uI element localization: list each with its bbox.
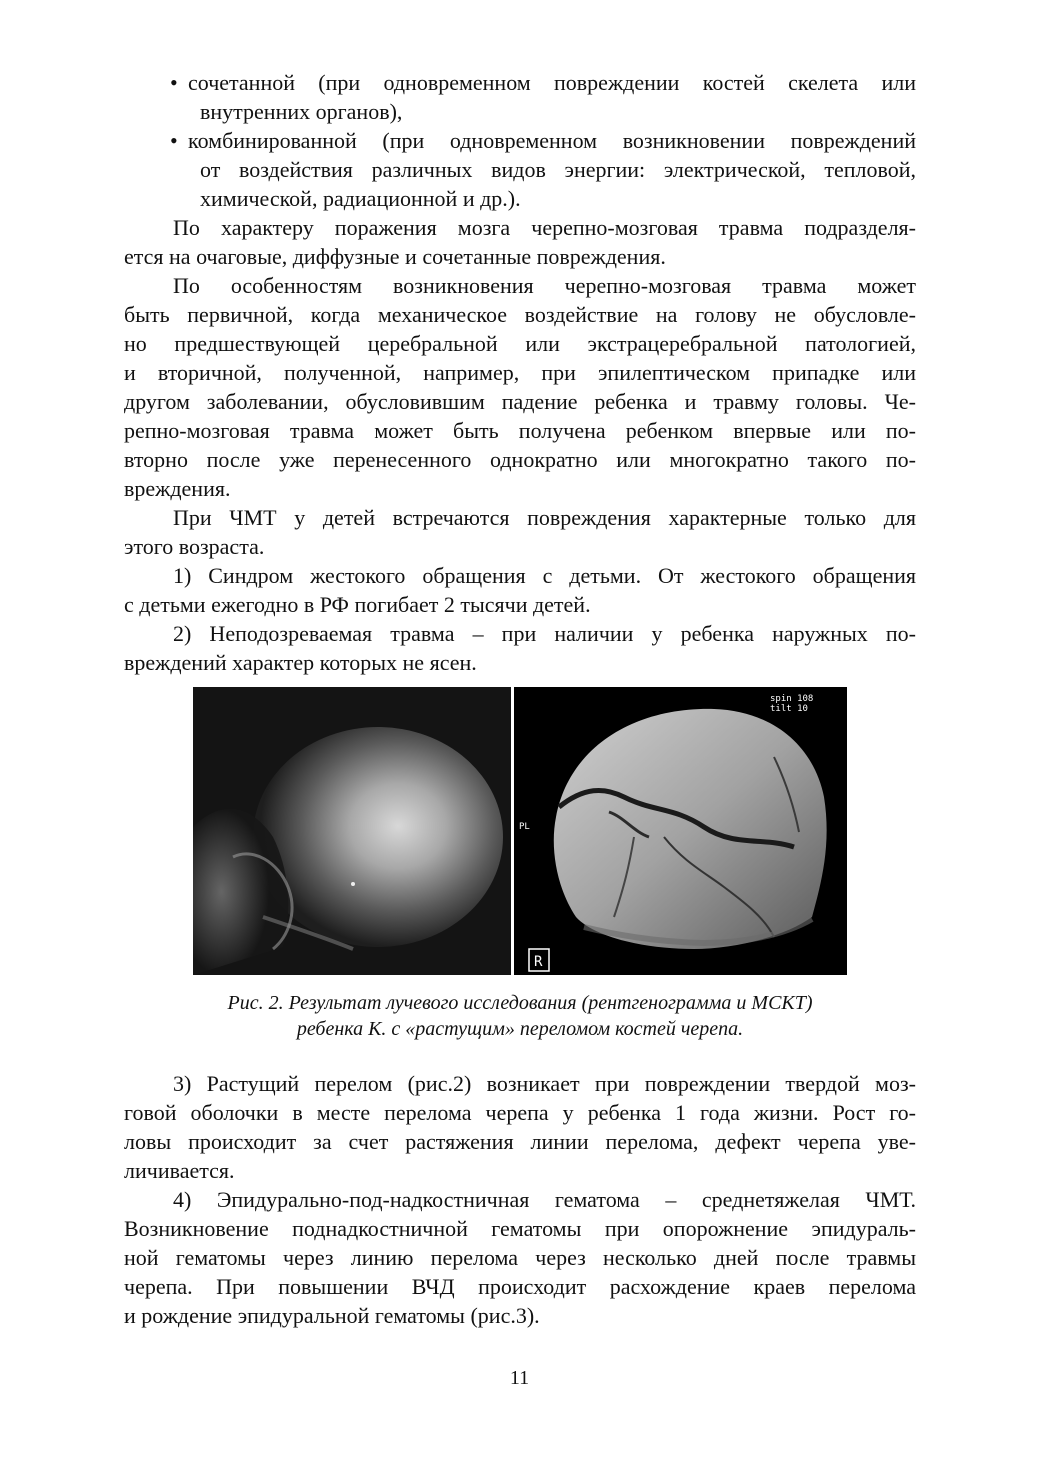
text-line: другом заболевании, обусловившим падение ребенка и травму головы. Че- — [124, 389, 916, 414]
paragraph — [124, 619, 916, 677]
text-line: вреждений характер которых не ясен. — [124, 650, 477, 675]
xray-image — [193, 687, 511, 975]
text-line: личивается. — [124, 1158, 235, 1183]
bullet-marker: • — [170, 70, 178, 95]
text-line: но предшествующей церебральной или экстрацеребральной патологией, — [124, 331, 916, 356]
text-line: быть первичной, когда механическое воздействие на голову не обусловле- — [124, 302, 916, 327]
text-line: Возникновение поднадкостничной гематомы при опорожнение эпидураль- — [124, 1216, 916, 1241]
page-number: 11 — [509, 1367, 530, 1389]
ct-label-spin: spin 108 — [770, 694, 814, 704]
paragraph — [124, 503, 916, 561]
text-body-top — [124, 213, 916, 677]
text-line: с детьми ежегодно в РФ погибает 2 тысячи детей. — [124, 592, 591, 617]
text-line: ется на очаговые, диффузные и сочетанные повреждения. — [124, 244, 666, 269]
text-line: 2) Неподозреваемая травма – при наличии у ребенка наружных по- — [173, 621, 916, 646]
bullet-text-line: сочетанной (при одновременном повреждении костей скелета или — [188, 70, 916, 95]
text-line: По особенностям возникновения черепно-мозговая травма может — [173, 273, 916, 298]
bullet-list — [170, 68, 916, 213]
paragraph — [124, 561, 916, 619]
text-line: репно-мозговая травма может быть получена ребенком впервые или по- — [124, 418, 916, 443]
text-line: этого возраста. — [124, 534, 265, 559]
text-line: говой оболочки в месте перелома черепа у ребенка 1 года жизни. Рост го- — [124, 1100, 916, 1125]
caption-line: Рис. 2. Результат лучевого исследования (рентгенограмма и МСКТ) — [227, 992, 813, 1014]
bullet-item — [170, 126, 916, 213]
bullet-marker: • — [170, 128, 178, 153]
text-line: и вторичной, полученной, например, при эпилептическом припадке или — [124, 360, 916, 385]
text-line: 3) Растущий перелом (рис.2) возникает при повреждении твердой моз- — [173, 1071, 916, 1096]
xray-skull-illustration — [193, 687, 511, 975]
bullet-text-line: комбинированной (при одновременном возникновении повреждений — [188, 128, 916, 153]
text-line: 1) Синдром жестокого обращения с детьми. От жестокого обращения — [173, 563, 916, 588]
text-line: вторно после уже перенесенного однократно или многократно такого по- — [124, 447, 916, 472]
ct-label-side: PL — [519, 822, 530, 832]
text-line: ной гематомы через линию перелома через несколько дней после травмы — [124, 1245, 916, 1270]
text-line: вреждения. — [124, 476, 231, 501]
paragraph — [124, 271, 916, 503]
ct-label-orientation: R — [534, 954, 543, 970]
figure-image — [193, 687, 847, 975]
text-line: и рождение эпидуральной гематомы (рис.3). — [124, 1303, 540, 1328]
bullet-item — [170, 68, 916, 126]
text-line: При ЧМТ у детей встречаются повреждения характерные только для — [173, 505, 916, 530]
ct-label-tilt: tilt 10 — [770, 704, 808, 714]
caption-line: ребенка К. с «растущим» переломом костей черепа. — [296, 1018, 744, 1040]
paragraph — [124, 1185, 916, 1330]
ct-skull-illustration — [514, 687, 847, 975]
text-line: ловы происходит за счет растяжения линии перелома, дефект черепа уве- — [124, 1129, 916, 1154]
figure-caption — [124, 990, 916, 1042]
paragraph — [124, 213, 916, 271]
text-line: черепа. При повышении ВЧД происходит расхождение краев перелома — [124, 1274, 916, 1299]
bullet-text-line: внутренних органов), — [200, 99, 403, 124]
ct-image — [514, 687, 847, 975]
bullet-text-line: химической, радиационной и др.). — [200, 186, 521, 211]
text-body-bottom — [124, 1069, 916, 1330]
text-line: 4) Эпидурально-под-надкостничная гематома – среднетяжелая ЧМТ. — [173, 1187, 916, 1212]
paragraph — [124, 1069, 916, 1185]
bullet-text-line: от воздействия различных видов энергии: электрической, тепловой, — [200, 157, 916, 182]
text-line: По характеру поражения мозга черепно-мозговая травма подразделя- — [173, 215, 916, 240]
